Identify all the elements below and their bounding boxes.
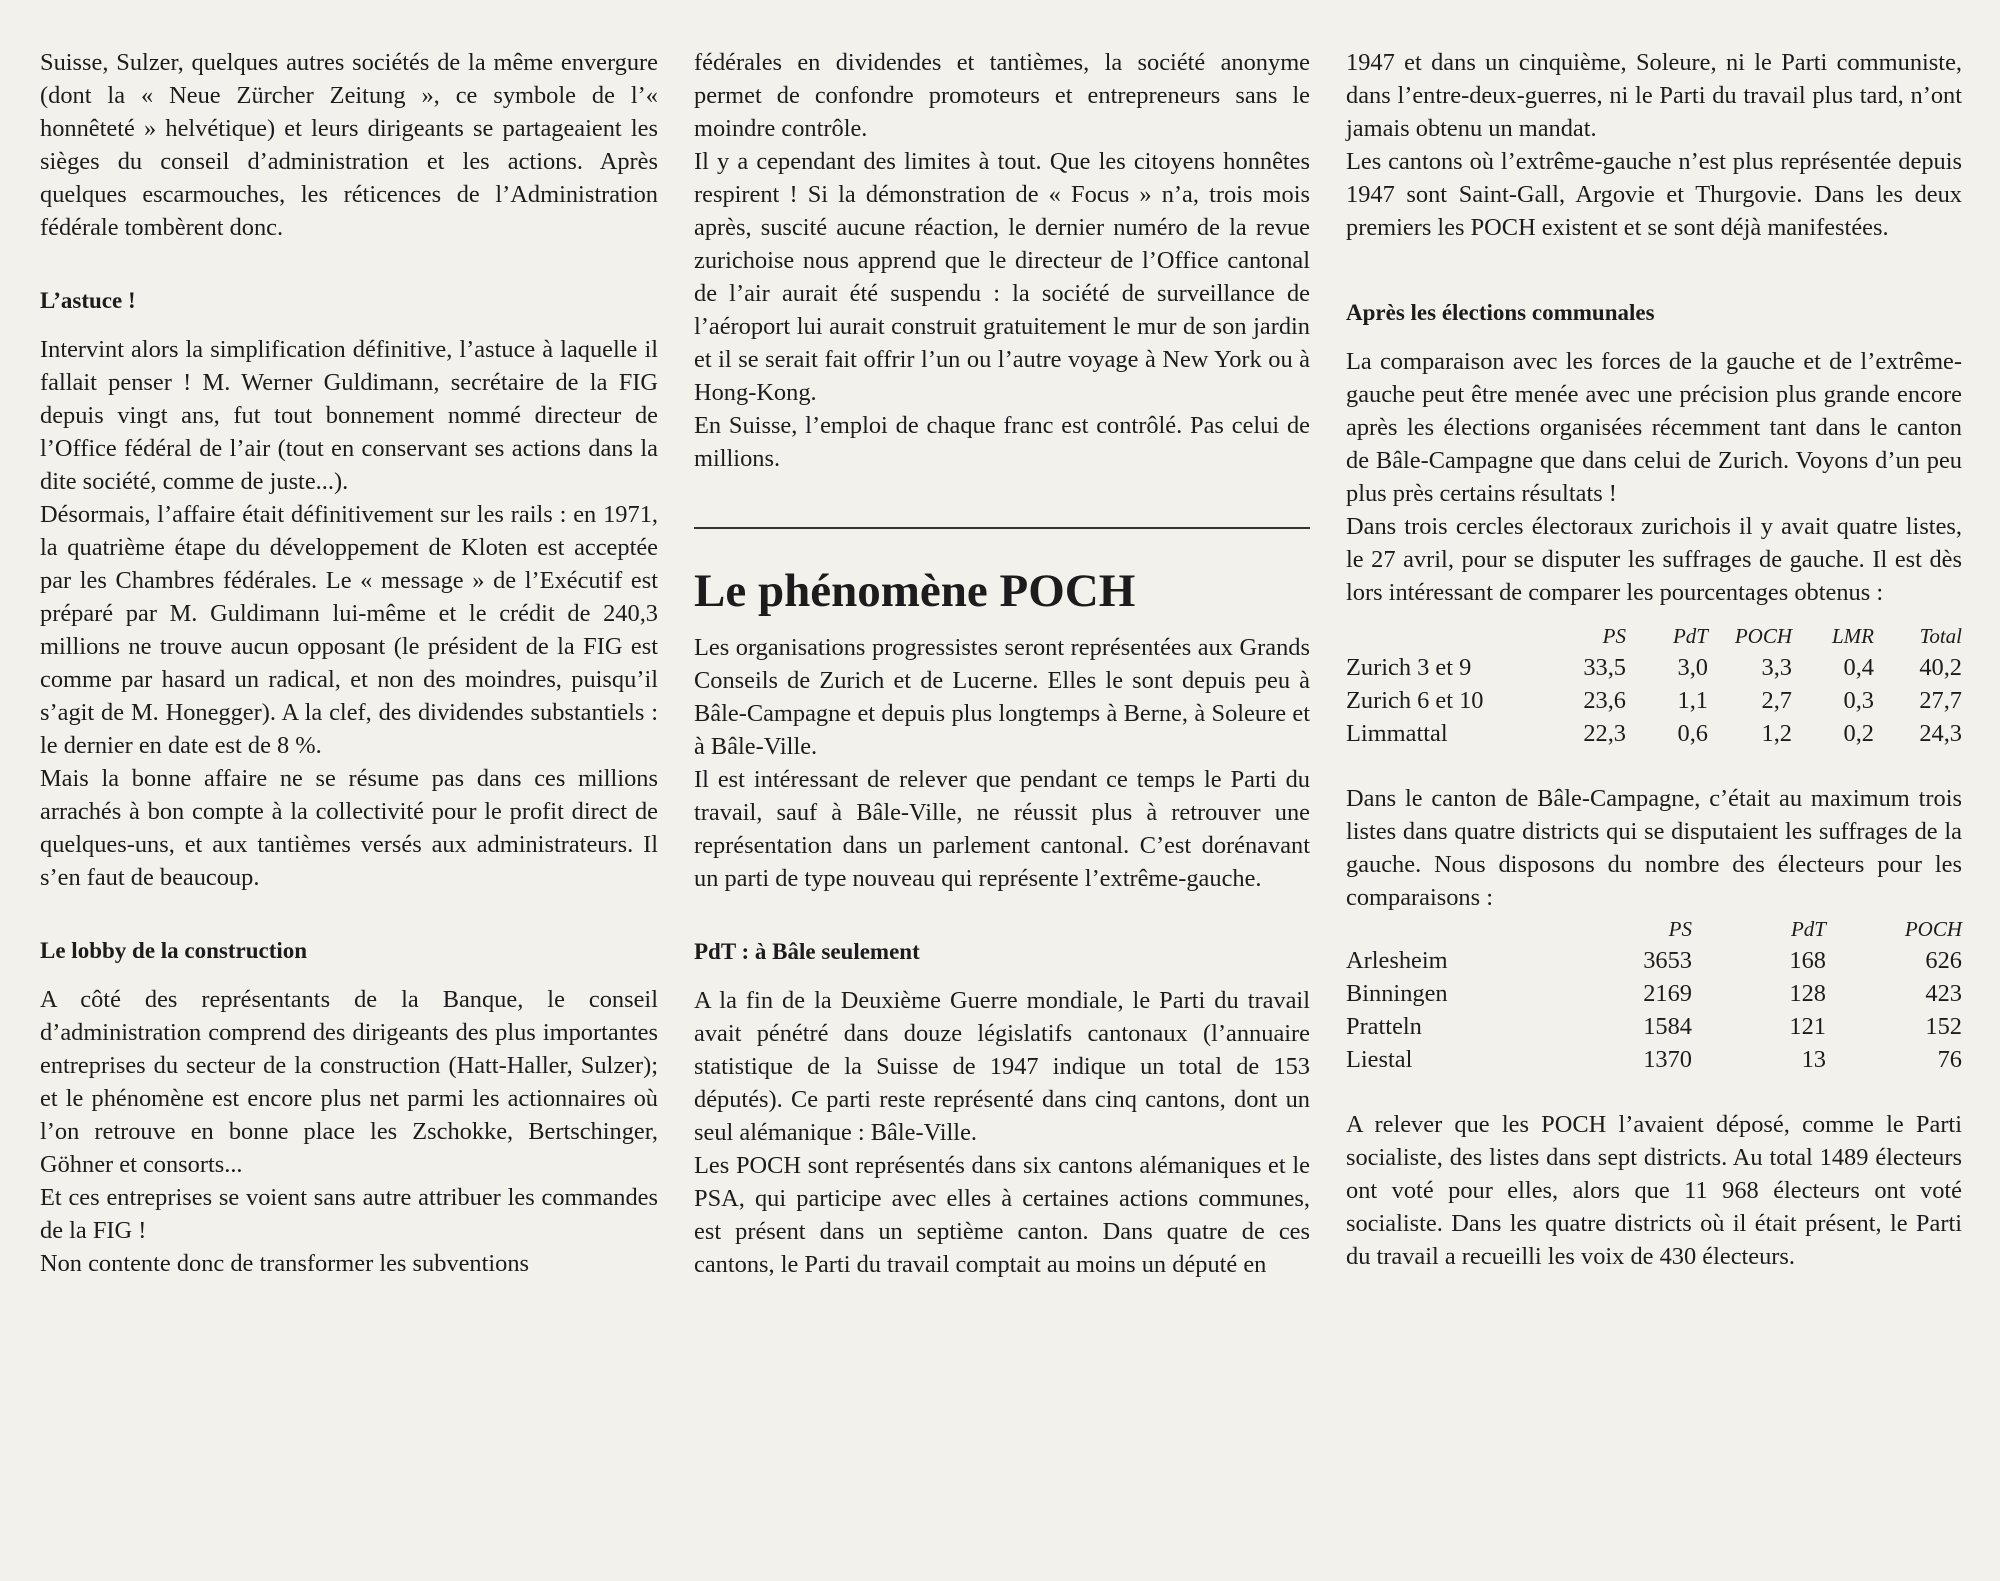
table-cell: Binningen bbox=[1346, 980, 1448, 1007]
table-row bbox=[1346, 651, 1962, 684]
section-heading: Après les élections communales bbox=[1346, 300, 1655, 325]
table-row bbox=[1346, 717, 1962, 750]
column-header: PS bbox=[1668, 917, 1692, 941]
column-header: PdT bbox=[1790, 917, 1826, 941]
column-3 bbox=[1346, 46, 1962, 1273]
table-cell: 0,2 bbox=[1843, 720, 1874, 747]
table-cell: 1370 bbox=[1643, 1046, 1692, 1073]
table-cell: 33,5 bbox=[1583, 654, 1626, 681]
table-header-row bbox=[1346, 914, 1962, 944]
section-heading: PdT : à Bâle seulement bbox=[694, 939, 920, 964]
section-heading: L’astuce ! bbox=[40, 288, 136, 313]
paragraph: Désormais, l’affaire était définitivement sur les rails : en 1971, la quatrième étape du développement de Kloten est acceptée par les Chambres fédérales. Le « message » de l’Exécutif est préparé par M. Guldimann lui-même et le crédit de 240,3 millions ne trouve aucun opposant (le président de la FIG est comme par hasard un radical, et non des moindres, puisqu’il s’agit de M. Honegger). A la clef, des dividendes substantiels : le dernier en date est de 8 %. bbox=[40, 501, 658, 759]
table-cell: Zurich 3 et 9 bbox=[1346, 654, 1472, 681]
table-cell: Limmattal bbox=[1346, 720, 1448, 747]
table-cell: 22,3 bbox=[1583, 720, 1626, 747]
table-cell: 23,6 bbox=[1583, 687, 1626, 714]
table-cell: Liestal bbox=[1346, 1046, 1413, 1073]
table-header-row bbox=[1346, 621, 1962, 651]
table-cell: Arlesheim bbox=[1346, 947, 1448, 974]
table-cell: 0,6 bbox=[1677, 720, 1708, 747]
paragraph: Dans trois cercles électoraux zurichois il y avait quatre listes, le 27 avril, pour se disputer les suffrages de gauche. Il est dès lors intéressant de comparer les pourcentages obtenus : bbox=[1346, 513, 1962, 606]
bale-campagne-voters-table bbox=[1346, 914, 1962, 1076]
paragraph: A relever que les POCH l’avaient déposé, comme le Parti socialiste, des listes dans sept districts. Au total 1489 électeurs ont voté pour elles, alors que 11 968 électeurs ont voté socialiste. Dans les quatre districts où il était présent, le Parti du travail a recueilli les voix de 430 électeurs. bbox=[1346, 1111, 1962, 1270]
table-row bbox=[1346, 944, 1962, 977]
paragraph: Mais la bonne affaire ne se résume pas dans ces millions arrachés à bon compte à la collectivité pour le profit direct de quelques-uns, et aux tantièmes versés aux administrateurs. Il s’en faut de beaucoup. bbox=[40, 765, 658, 891]
paragraph: fédérales en dividendes et tantièmes, la société anonyme permet de confondre promoteurs et entrepreneurs sans le moindre contrôle. bbox=[694, 49, 1310, 142]
table-cell: 128 bbox=[1789, 980, 1826, 1007]
table-cell: 24,3 bbox=[1919, 720, 1962, 747]
table-cell: 0,4 bbox=[1843, 654, 1874, 681]
table-row bbox=[1346, 1010, 1962, 1043]
column-header: PS bbox=[1602, 624, 1626, 648]
table-row bbox=[1346, 977, 1962, 1010]
table-cell: 1,2 bbox=[1761, 720, 1792, 747]
table-cell: 152 bbox=[1925, 1013, 1962, 1040]
paragraph: Les POCH sont représentés dans six cantons alémaniques et le PSA, qui participe avec elles à certaines actions communes, est présent dans un septième canton. Dans quatre de ces cantons, le Parti du travail comptait au moins un député en bbox=[694, 1152, 1310, 1278]
paragraph: Non contente donc de transformer les subventions bbox=[40, 1250, 530, 1277]
paragraph: Suisse, Sulzer, quelques autres sociétés de la même envergure (dont la « Neue Zürcher Zeitung », ce symbole de l’« honnêteté » helvétique) et leurs dirigeants se partageaient les sièges du conseil d’administration et les actions. Après quelques escarmouches, les réticences de l’Administration fédérale tombèrent donc. bbox=[40, 49, 658, 241]
paragraph: En Suisse, l’emploi de chaque franc est contrôlé. Pas celui de millions. bbox=[694, 412, 1310, 472]
paragraph: Les organisations progressistes seront représentées aux Grands Conseils de Zurich et de Lucerne. Elles le sont depuis peu à Bâle-Campagne et depuis plus longtemps à Berne, à Soleure et à Bâle-Ville. bbox=[694, 634, 1310, 760]
table-cell: 3,0 bbox=[1677, 654, 1708, 681]
table-cell: 423 bbox=[1925, 980, 1962, 1007]
paragraph: Il est intéressant de relever que pendant ce temps le Parti du travail, sauf à Bâle-Ville, ne réussit plus à retrouver une représentation dans un parlement cantonal. C’est dorénavant un parti de type nouveau qui représente l’extrême-gauche. bbox=[694, 766, 1310, 892]
paragraph: La comparaison avec les forces de la gauche et de l’extrême-gauche peut être menée avec une précision plus grande encore après les élections organisées récemment tant dans le canton de Bâle-Campagne que dans celui de Zurich. Voyons d’un peu plus près certains résultats ! bbox=[1346, 348, 1962, 507]
paragraph: Dans le canton de Bâle-Campagne, c’était au maximum trois listes dans quatre districts qui se disputaient les suffrages de la gauche. Nous disposons du nombre des électeurs pour les comparaisons : bbox=[1346, 785, 1962, 911]
table-cell: 40,2 bbox=[1919, 654, 1962, 681]
column-header: POCH bbox=[1904, 917, 1962, 941]
paragraph: A côté des représentants de la Banque, le conseil d’administration comprend des dirigeants des plus importantes entreprises du secteur de la construction (Hatt-Haller, Sulzer); et le phénomène est encore plus net parmi les actionnaires où l’on retrouve en bonne place les Zschokke, Bertschinger, Göhner et consorts... bbox=[40, 986, 658, 1178]
column-header bbox=[1346, 914, 1542, 944]
column-header: LMR bbox=[1832, 624, 1874, 648]
table-cell: 1,1 bbox=[1677, 687, 1708, 714]
section-heading: Le lobby de la construction bbox=[40, 938, 308, 963]
paragraph: Les cantons où l’extrême-gauche n’est plus représentée depuis 1947 sont Saint-Gall, Argovie et Thurgovie. Dans les deux premiers les POCH existent et se sont déjà manifestées. bbox=[1346, 148, 1962, 241]
column-header bbox=[1346, 621, 1536, 651]
table-cell: Pratteln bbox=[1346, 1013, 1422, 1040]
table-row bbox=[1346, 684, 1962, 717]
table-cell: 3653 bbox=[1643, 947, 1692, 974]
table-cell: 168 bbox=[1789, 947, 1826, 974]
table-cell: 3,3 bbox=[1761, 654, 1792, 681]
table-cell: 76 bbox=[1937, 1046, 1962, 1073]
paragraph: Il y a cependant des limites à tout. Que les citoyens honnêtes respirent ! Si la démonstration de « Focus » n’a, trois mois après, suscité aucune réaction, le dernier numéro de la revue zurichoise nous apprend que le directeur de l’Office cantonal de l’air aurait été suspendu : la société de surveillance de l’aéroport lui aurait construit gratuitement le mur de son jardin et il se serait fait offrir l’un ou l’autre voyage à New York ou à Hong-Kong. bbox=[694, 148, 1310, 406]
column-header: POCH bbox=[1734, 624, 1792, 648]
table-cell: 27,7 bbox=[1919, 687, 1962, 714]
table-cell: 2169 bbox=[1643, 980, 1692, 1007]
paragraph: 1947 et dans un cinquième, Soleure, ni le Parti communiste, dans l’entre-deux-guerres, ni le Parti du travail plus tard, n’ont jamais obtenu un mandat. bbox=[1346, 49, 1962, 142]
column-1 bbox=[40, 46, 658, 1280]
table-cell: 121 bbox=[1789, 1013, 1826, 1040]
table-row bbox=[1346, 1043, 1962, 1076]
paragraph: Intervint alors la simplification définitive, l’astuce à laquelle il fallait penser ! M. Werner Guldimann, secrétaire de la FIG depuis vingt ans, fut tout bonnement nommé directeur de l’Office fédéral de l’air (tout en conservant ses actions dans la dite société, comme de juste...). bbox=[40, 336, 658, 495]
table-cell: 1584 bbox=[1643, 1013, 1692, 1040]
column-header: Total bbox=[1919, 624, 1962, 648]
table-cell: Zurich 6 et 10 bbox=[1346, 687, 1484, 714]
column-header: PdT bbox=[1672, 624, 1708, 648]
table-cell: 626 bbox=[1925, 947, 1962, 974]
paragraph: A la fin de la Deuxième Guerre mondiale, le Parti du travail avait pénétré dans douze législatifs cantonaux (l’annuaire statistique de la Suisse de 1947 indique un total de 153 députés). Ce parti reste représenté dans cinq cantons, dont un seul alémanique : Bâle-Ville. bbox=[694, 987, 1310, 1146]
column-2 bbox=[694, 46, 1310, 1281]
table-cell: 13 bbox=[1801, 1046, 1826, 1073]
zurich-results-table bbox=[1346, 621, 1962, 750]
table-cell: 0,3 bbox=[1843, 687, 1874, 714]
table-cell: 2,7 bbox=[1761, 687, 1792, 714]
paragraph: Et ces entreprises se voient sans autre attribuer les commandes de la FIG ! bbox=[40, 1184, 658, 1244]
article-headline: Le phénomène POCH bbox=[694, 565, 1136, 617]
